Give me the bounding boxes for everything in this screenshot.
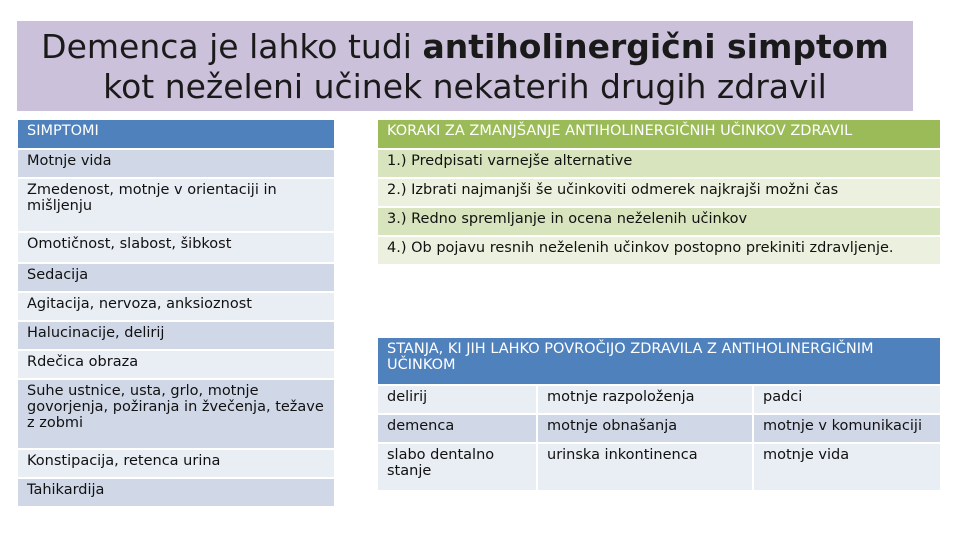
steps-header: KORAKI ZA ZMANJŠANJE ANTIHOLINERGIČNIH UČINKOV ZDRAVIL xyxy=(377,119,941,149)
conditions-header: STANJA, KI JIH LAHKO POVROČIJO ZDRAVILA Z ANTIHOLINERGIČNIM UČINKOM xyxy=(377,337,941,385)
step-item: 3.) Redno spremljanje in ocena neželenih učinkov xyxy=(377,207,941,236)
slide-title xyxy=(17,21,913,111)
condition-cell: delirij xyxy=(377,385,537,414)
condition-cell: motnje razpoloženja xyxy=(537,385,753,414)
symptom-item: Omotičnost, slabost, šibkost xyxy=(17,232,335,263)
symptom-item: Zmedenost, motnje v orientaciji in mišljenju xyxy=(17,178,335,232)
title-bold: antiholinergični simptom xyxy=(422,27,889,66)
symptom-item: Konstipacija, retenca urina xyxy=(17,449,335,478)
condition-cell: urinska inkontinenca xyxy=(537,443,753,491)
symptom-item: Rdečica obraza xyxy=(17,350,335,379)
step-item: 2.) Izbrati najmanjši še učinkoviti odmerek najkrajši možni čas xyxy=(377,178,941,207)
symptom-item: Suhe ustnice, usta, grlo, motnje govorjenja, požiranja in žvečenja, težave z zobmi xyxy=(17,379,335,449)
condition-cell: motnje v komunikaciji xyxy=(753,414,941,443)
condition-cell: motnje obnašanja xyxy=(537,414,753,443)
condition-cell: demenca xyxy=(377,414,537,443)
title-part1: Demenca je lahko tudi xyxy=(41,27,423,66)
step-item: 1.) Predpisati varnejše alternative xyxy=(377,149,941,178)
symptom-item: Tahikardija xyxy=(17,478,335,507)
symptom-item: Sedacija xyxy=(17,263,335,292)
step-item: 4.) Ob pojavu resnih neželenih učinkov postopno prekiniti zdravljenje. xyxy=(377,236,941,265)
conditions-table xyxy=(376,336,942,492)
condition-cell: slabo dentalno stanje xyxy=(377,443,537,491)
condition-cell: padci xyxy=(753,385,941,414)
symptom-item: Agitacija, nervoza, anksioznost xyxy=(17,292,335,321)
symptom-item: Motnje vida xyxy=(17,149,335,178)
title-part2: kot neželeni učinek nekaterih drugih zdravil xyxy=(103,67,827,106)
steps-table xyxy=(376,118,942,266)
symptoms-header: SIMPTOMI xyxy=(17,119,335,149)
symptom-item: Halucinacije, delirij xyxy=(17,321,335,350)
symptoms-table xyxy=(16,118,336,508)
condition-cell: motnje vida xyxy=(753,443,941,491)
